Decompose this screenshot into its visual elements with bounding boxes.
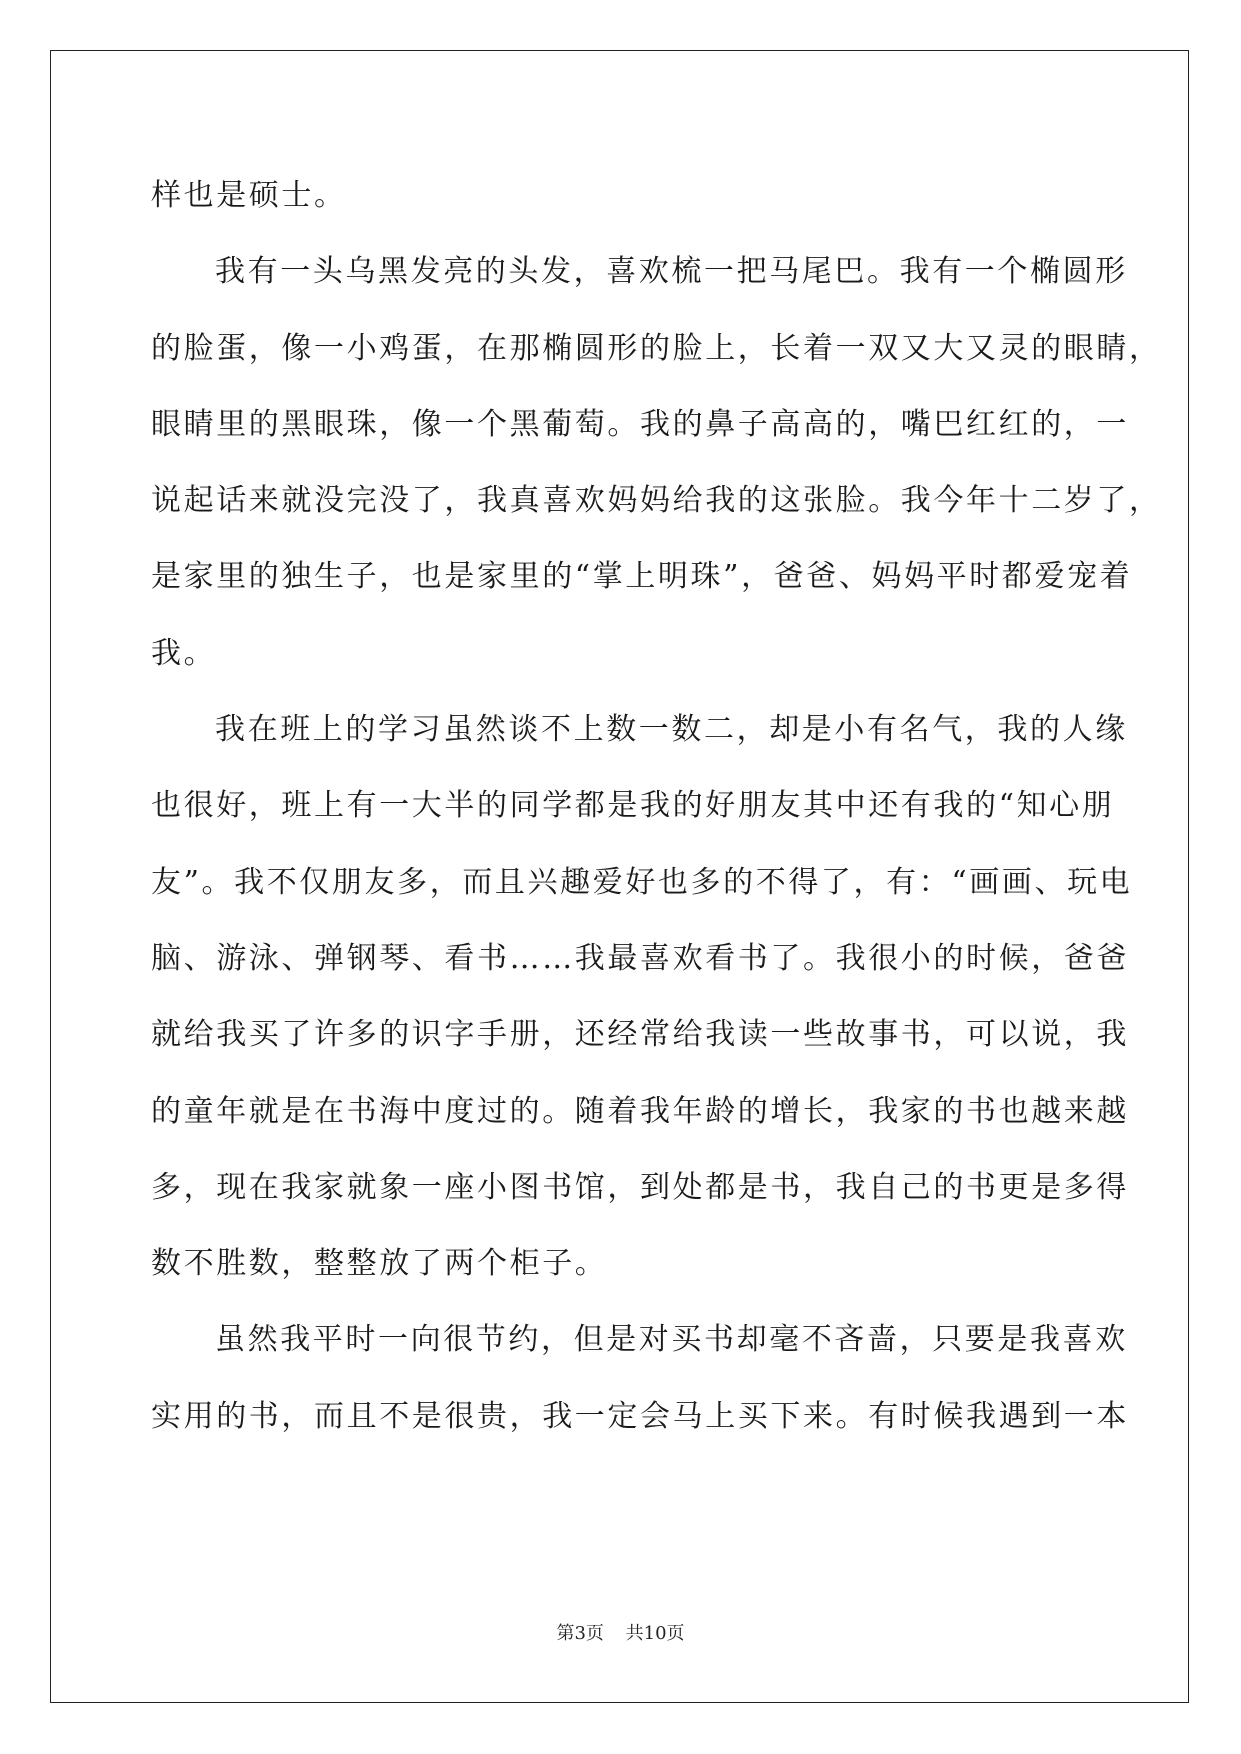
text-line: 数不胜数，整整放了两个柜子。 [151, 1246, 608, 1282]
text-line: 眼睛里的黑眼珠，像一个黑葡萄。我的鼻子高高的，嘴巴红红的，一 [151, 406, 1129, 442]
text-line: 样也是硕士。 [151, 178, 347, 213]
text-line: 多，现在我家就象一座小图书馆，到处都是书，我自己的书更是多得 [151, 1169, 1129, 1205]
text-line: 的童年就是在书海中度过的。随着我年龄的增长，我家的书也越来越 [151, 1093, 1129, 1129]
page-footer [0, 1619, 1241, 1645]
document-body [151, 158, 1162, 1455]
text-line: 我有一头乌黑发亮的头发，喜欢梳一把马尾巴。我有一个椭圆形 [215, 254, 1128, 290]
text-line: 说起话来就没完没了，我真喜欢妈妈给我的这张脸。我今年十二岁了， [151, 483, 1162, 519]
text-line: 友”。我不仅朋友多，而且兴趣爱好也多的不得了，有：“画画、玩电 [151, 864, 1133, 900]
page-number: 第3页 [556, 1623, 604, 1644]
text-line: 就给我买了许多的识字手册，还经常给我读一些故事书，可以说，我 [151, 1017, 1129, 1053]
text-line: 脑、游泳、弹钢琴、看书……我最喜欢看书了。我很小的时候，爸爸 [151, 940, 1129, 976]
text-line: 也很好，班上有一大半的同学都是我的好朋友其中还有我的“知心朋 [151, 788, 1115, 824]
text-line: 实用的书，而且不是很贵，我一定会马上买下来。有时候我遇到一本 [151, 1398, 1129, 1434]
text-line: 我。 [151, 635, 217, 671]
text-line: 的脸蛋，像一小鸡蛋，在那椭圆形的脸上，长着一双又大又灵的眼睛， [151, 330, 1162, 366]
text-line: 是家里的独生子，也是家里的“掌上明珠”，爸爸、妈妈平时都爱宠着 [151, 559, 1133, 595]
text-line: 虽然我平时一向很节约，但是对买书却毫不吝啬，只要是我喜欢 [215, 1322, 1128, 1358]
text-line: 我在班上的学习虽然谈不上数一数二，却是小有名气，我的人缘 [215, 712, 1128, 748]
page-total: 共10页 [625, 1623, 685, 1644]
